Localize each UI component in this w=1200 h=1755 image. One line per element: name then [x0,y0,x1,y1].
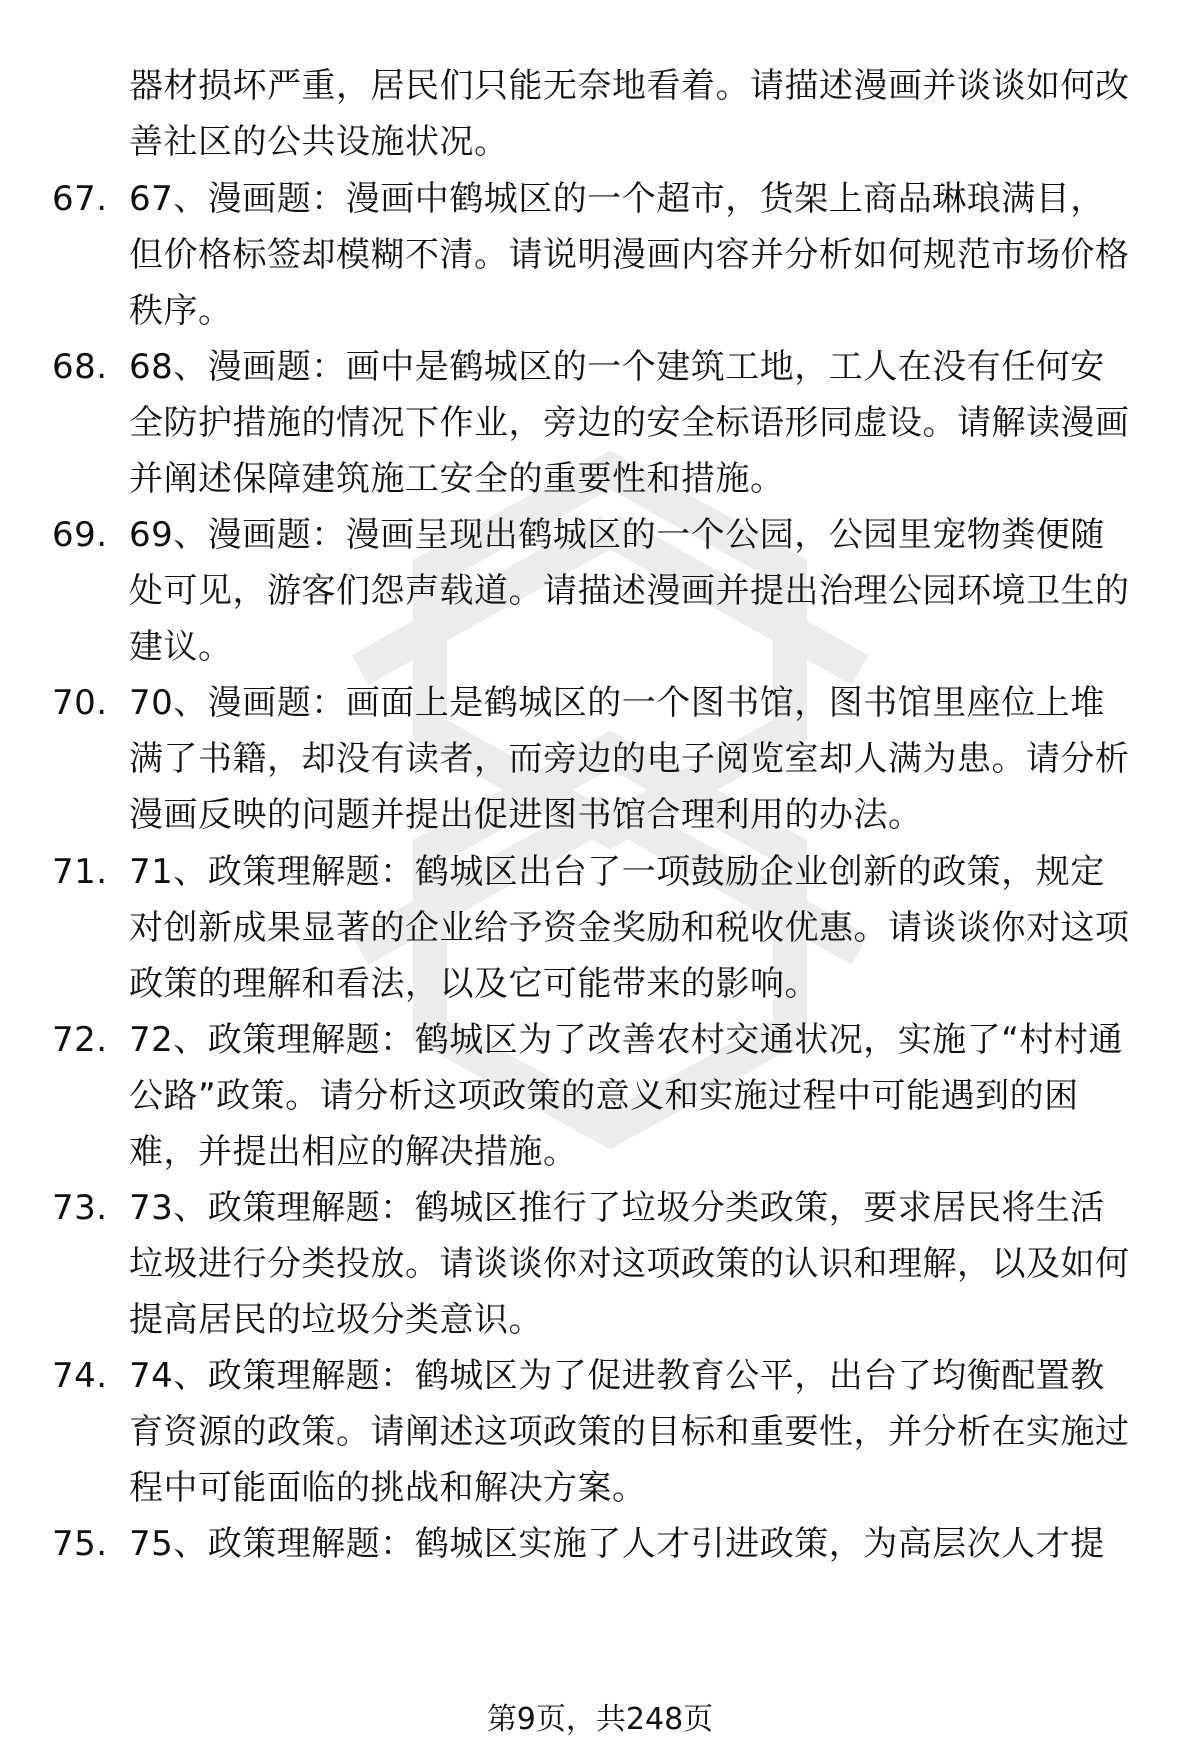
item-text: 67、漫画题：漫画中鹤城区的一个超市，货架上商品琳琅满目，但价格标签却模糊不清。请说明漫画内容并分析如何规范市场价格秩序。 [129,179,1130,331]
item-number: 72. [52,1020,108,1060]
item-text: 71、政策理解题：鹤城区出台了一项鼓励企业创新的政策，规定对创新成果显著的企业给予资金奖励和税收优惠。请谈谈你对这项政策的理解和看法，以及它可能带来的影响。 [129,852,1130,1004]
item-text: 70、漫画题：画面上是鹤城区的一个图书馆，图书馆里座位上堆满了书籍，却没有读者，而旁边的电子阅览室却人满为患。请分析漫画反映的问题并提出促进图书馆合理利用的办法。 [129,683,1130,835]
item-text: 73、政策理解题：鹤城区推行了垃圾分类政策，要求居民将生活垃圾进行分类投放。请谈谈你对这项政策的认识和理解，以及如何提高居民的垃圾分类意识。 [129,1188,1130,1340]
item-number: 73. [52,1188,108,1228]
item-number: 71. [52,852,108,892]
item-number: 68. [52,347,108,387]
item-text: 69、漫画题：漫画呈现出鹤城区的一个公园，公园里宠物粪便随处可见，游客们怨声载道。请描述漫画并提出治理公园环境卫生的建议。 [129,515,1130,667]
item-number: 69. [52,515,108,555]
page-footer: 第9页，共248页 [486,1702,714,1737]
item-number: 74. [52,1356,108,1396]
continued-paragraph: 器材损坏严重，居民们只能无奈地看着。请描述漫画并谈谈如何改善社区的公共设施状况。 [129,66,1130,162]
item-text: 75、政策理解题：鹤城区实施了人才引进政策，为高层次人才提 [129,1524,1105,1564]
item-text: 68、漫画题：画中是鹤城区的一个建筑工地，工人在没有任何安全防护措施的情况下作业，旁边的安全标语形同虚设。请解读漫画并阐述保障建筑施工安全的重要性和措施。 [129,347,1130,499]
item-text: 72、政策理解题：鹤城区为了改善农村交通状况，实施了“村村通公路”政策。请分析这项政策的意义和实施过程中可能遇到的困难，并提出相应的解决措施。 [129,1020,1123,1172]
item-number: 70. [52,683,108,723]
item-number: 67. [52,179,108,219]
item-text: 74、政策理解题：鹤城区为了促进教育公平，出台了均衡配置教育资源的政策。请阐述这项政策的目标和重要性，并分析在实施过程中可能面临的挑战和解决方案。 [129,1356,1130,1508]
item-number: 75. [52,1524,108,1564]
